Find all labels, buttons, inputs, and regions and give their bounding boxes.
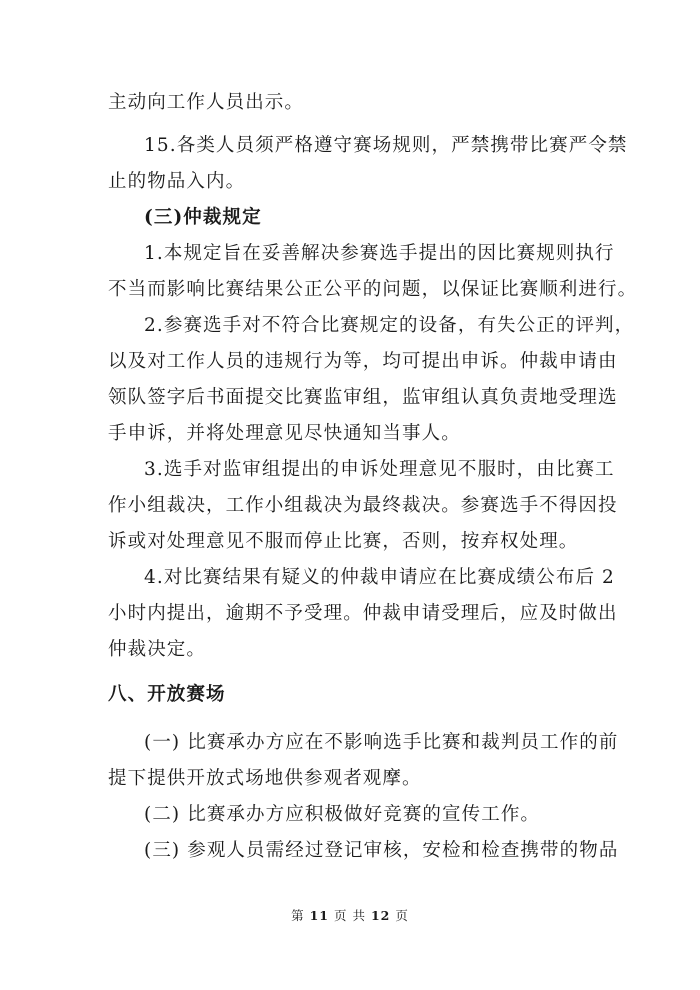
section-heading: (三)仲裁规定 xyxy=(144,207,262,228)
footer-prefix: 第 xyxy=(291,908,305,923)
text-line: 止的物品入内。 xyxy=(108,171,246,192)
text-line: (三) 参观人员需经过登记审核，安检和检查携带的物品 xyxy=(144,840,619,861)
text-line: 诉或对处理意见不服而停止比赛，否则，按弃权处理。 xyxy=(108,531,579,552)
text-line: 领队签字后书面提交比赛监审组，监审组认真负责地受理选 xyxy=(108,387,618,408)
text-line: (一) 比赛承办方应在不影响选手比赛和裁判员工作的前 xyxy=(144,732,619,753)
chapter-heading: 八、开放赛场 xyxy=(108,684,226,705)
text-line: 4.对比赛结果有疑义的仲裁申请应在比赛成绩公布后 2 xyxy=(144,567,615,588)
text-line: 1.本规定旨在妥善解决参赛选手提出的因比赛规则执行 xyxy=(144,243,615,264)
text-line: 提下提供开放式场地供参观者观摩。 xyxy=(108,768,422,789)
footer-middle: 页 共 xyxy=(334,908,366,923)
text-line: 2.参赛选手对不符合比赛规定的设备，有失公正的评判， xyxy=(144,315,635,336)
text-line: 以及对工作人员的违规行为等，均可提出申诉。仲裁申请由 xyxy=(108,351,618,372)
text-line: (二) 比赛承办方应积极做好竞赛的宣传工作。 xyxy=(144,804,541,825)
text-line: 主动向工作人员出示。 xyxy=(108,92,305,113)
text-line: 小时内提出，逾期不予受理。仲裁申请受理后，应及时做出 xyxy=(108,603,618,624)
text-line: 仲裁决定。 xyxy=(108,639,207,660)
text-line: 15.各类人员须严格遵守赛场规则，严禁携带比赛严令禁 xyxy=(144,135,628,156)
text-line: 不当而影响比赛结果公正公平的问题，以保证比赛顺利进行。 xyxy=(108,279,638,300)
page-footer xyxy=(0,908,700,924)
current-page-number: 11 xyxy=(309,908,330,923)
footer-suffix: 页 xyxy=(395,908,409,923)
text-line: 作小组裁决，工作小组裁决为最终裁决。参赛选手不得因投 xyxy=(108,495,618,516)
text-line: 3.选手对监审组提出的申诉处理意见不服时，由比赛工 xyxy=(144,459,615,480)
text-line: 手申诉，并将处理意见尽快通知当事人。 xyxy=(108,423,461,444)
total-page-number: 12 xyxy=(370,908,391,923)
